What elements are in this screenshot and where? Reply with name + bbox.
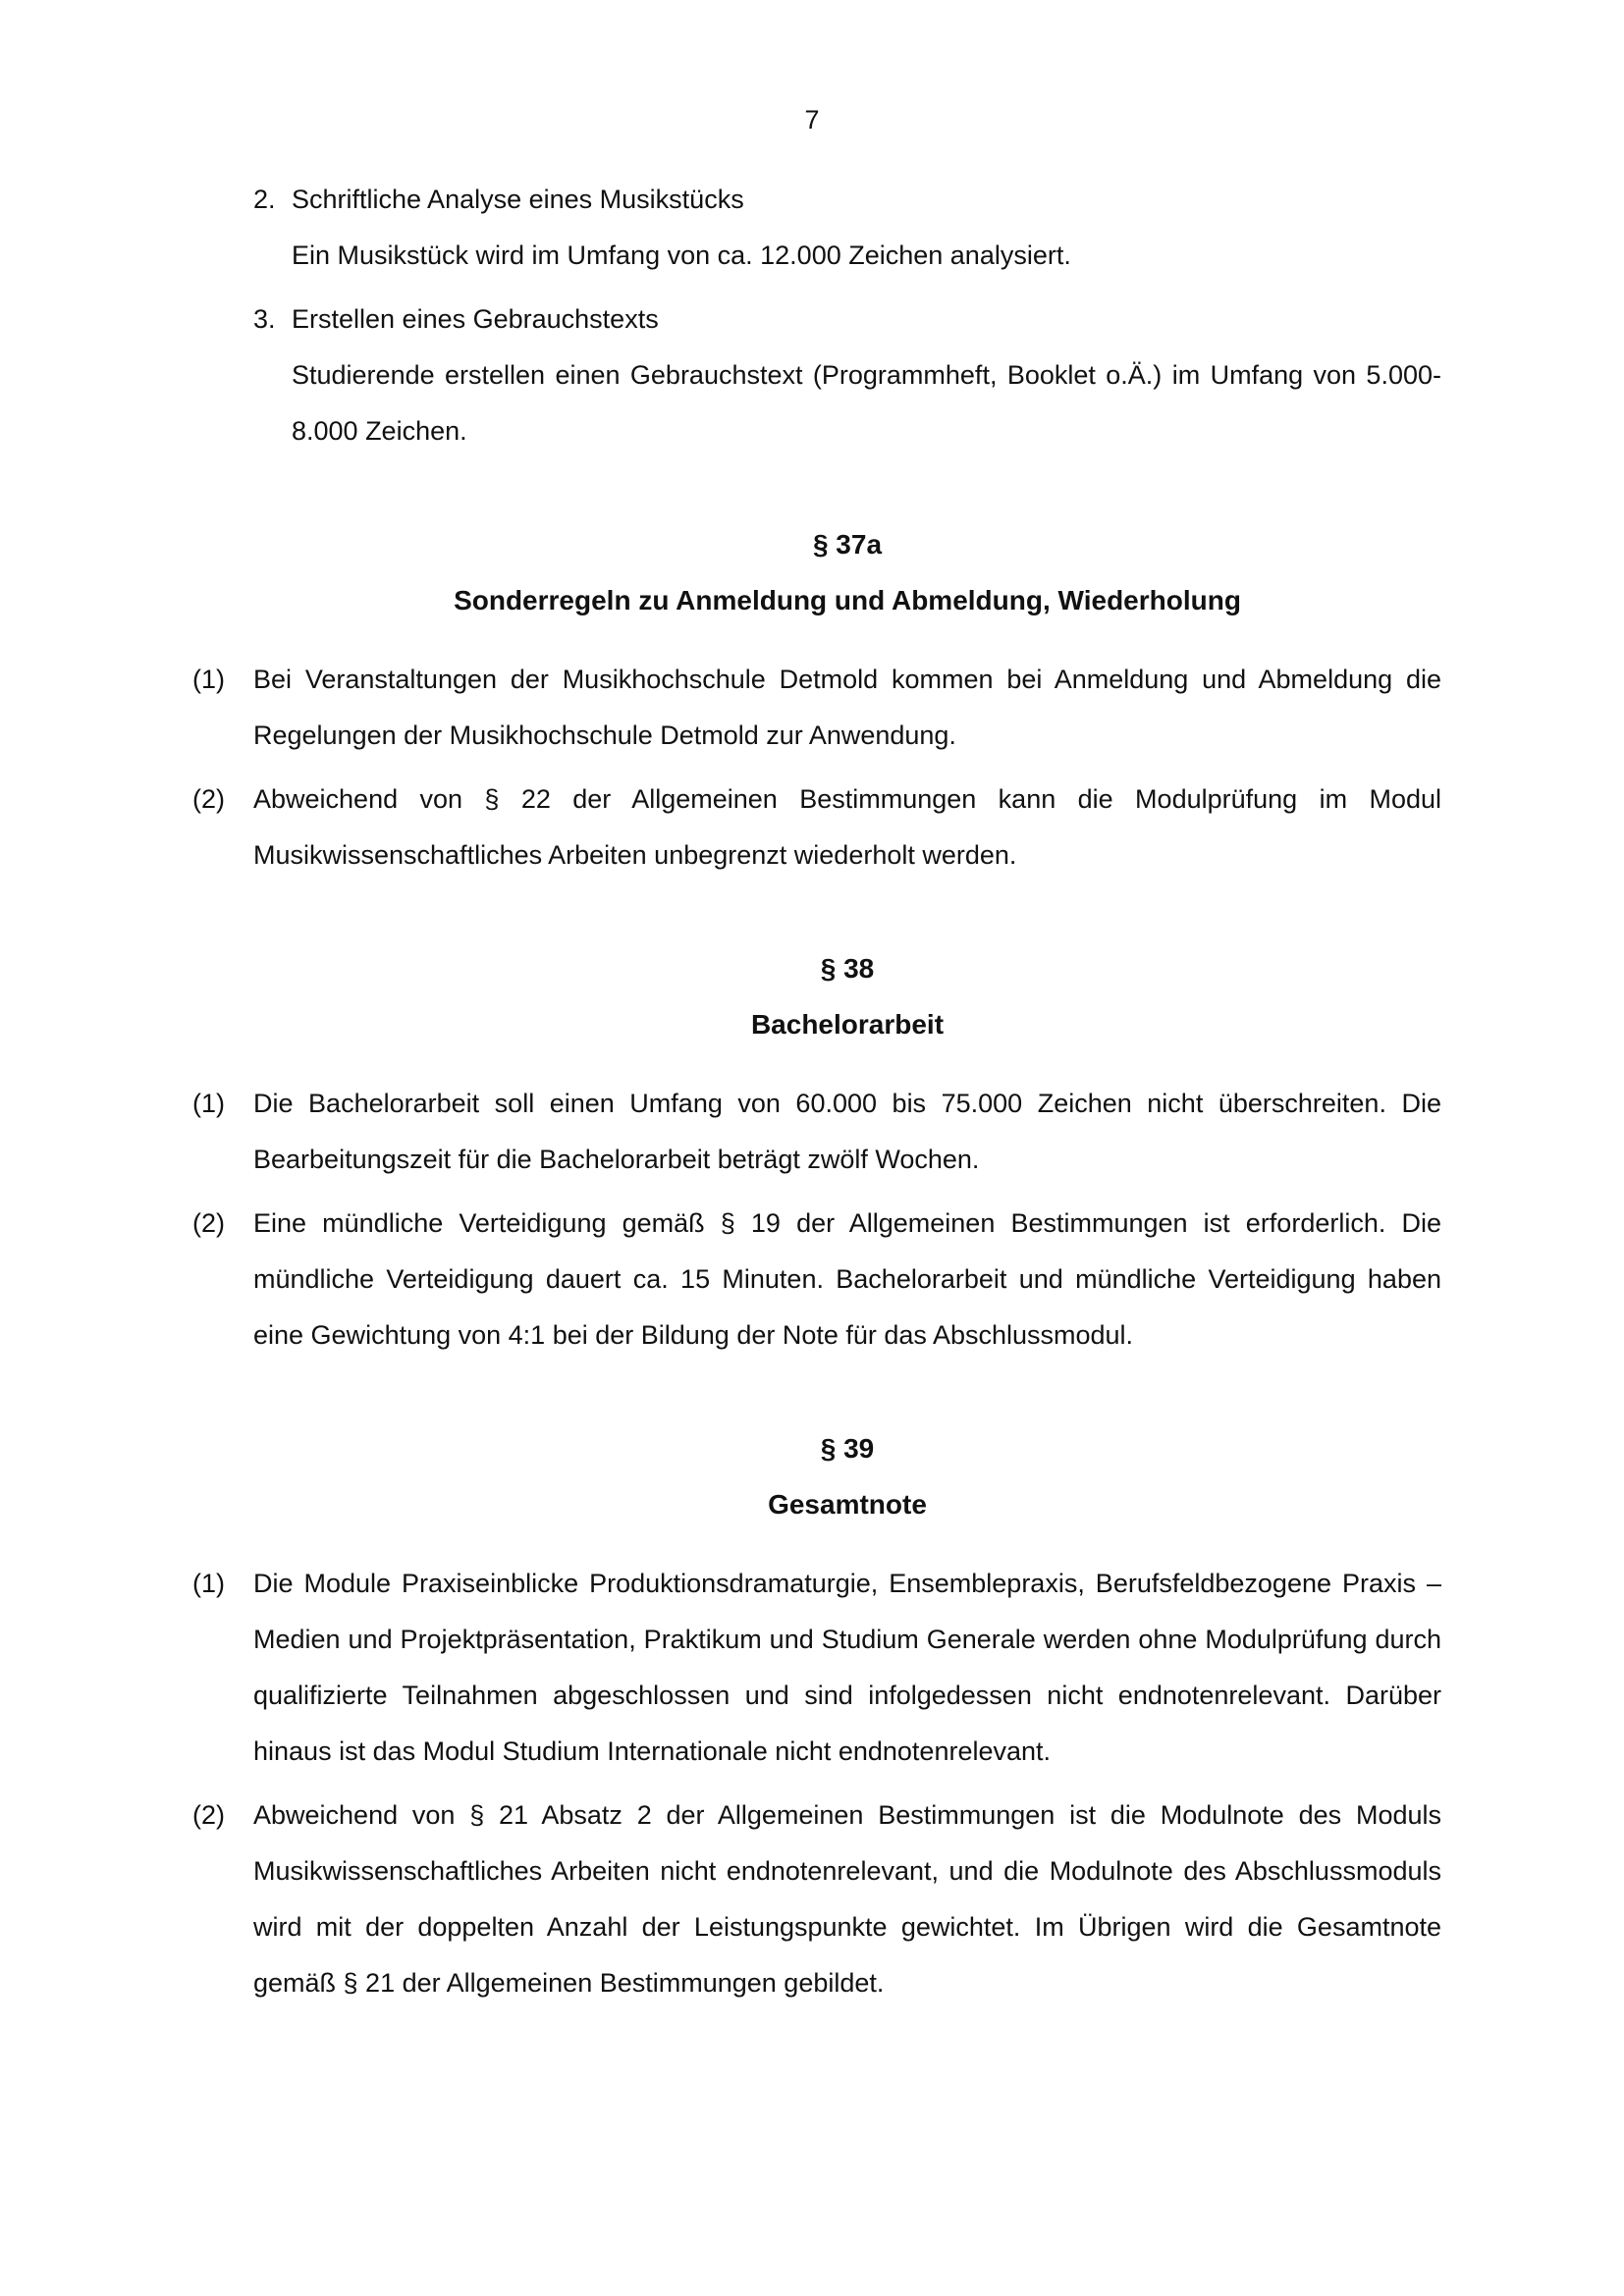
section-paragraph: [192, 1196, 1441, 1363]
list-item-description: Studierende erstellen einen Gebrauchstext (Programmheft, Booklet o.Ä.) im Umfang von 5.000-8.000 Zeichen.: [292, 360, 1441, 446]
paragraph-label: (2): [192, 1800, 225, 1830]
paragraph-text: Die Module Praxiseinblicke Produktionsdramaturgie, Ensemblepraxis, Berufsfeldbezogene Praxis – Medien und Projektpräsentation, Praktikum und Studium Generale werden ohne Modulprüfung durch qualifizierte Teilnahmen abgeschlossen und sind infolgedessen nicht endnotenrelevant. Darüber hinaus ist das Modul Studium Internationale nicht endnotenrelevant.: [253, 1569, 1441, 1766]
paragraph-text: Die Bachelorarbeit soll einen Umfang von 60.000 bis 75.000 Zeichen nicht überschreiten. Die Bearbeitungszeit für die Bachelorarbeit beträgt zwölf Wochen.: [253, 1089, 1441, 1174]
list-item: [253, 292, 1441, 459]
list-item-description: Ein Musikstück wird im Umfang von ca. 12.000 Zeichen analysiert.: [292, 240, 1071, 270]
paragraph-label: (1): [192, 1569, 225, 1598]
section-heading: [253, 1420, 1441, 1532]
section-paragraph: [192, 1788, 1441, 2011]
page-content: [192, 172, 1441, 2019]
page-number: 7: [804, 105, 820, 134]
section-number: § 37a: [812, 529, 883, 560]
list-item-label: 2.: [253, 185, 276, 214]
section-paragraph: [192, 652, 1441, 764]
paragraph-text: Bei Veranstaltungen der Musikhochschule Detmold kommen bei Anmeldung und Abmeldung die Regelungen der Musikhochschule Detmold zur Anwendung.: [253, 665, 1441, 750]
paragraph-text: Abweichend von § 22 der Allgemeinen Bestimmungen kann die Modulprüfung im Modul Musikwissenschaftliches Arbeiten unbegrenzt wiederholt werden.: [253, 784, 1441, 870]
paragraph-text: Eine mündliche Verteidigung gemäß § 19 der Allgemeinen Bestimmungen ist erforderlich. Die mündliche Verteidigung dauert ca. 15 Minuten. Bachelorarbeit und mündliche Verteidigung haben eine Gewichtung von 4:1 bei der Bildung der Note für das Abschlussmodul.: [253, 1208, 1441, 1350]
paragraph-label: (1): [192, 1089, 225, 1118]
section-number: § 38: [820, 953, 875, 984]
list-item-title: Schriftliche Analyse eines Musikstücks: [292, 185, 744, 214]
section-heading: [253, 940, 1441, 1052]
section-title: Bachelorarbeit: [750, 1009, 945, 1040]
section-title: Sonderregeln zu Anmeldung und Abmeldung, Wiederholung: [454, 585, 1241, 615]
list-item: [253, 172, 1441, 284]
paragraph-label: (2): [192, 1208, 225, 1238]
section-paragraph: [192, 1556, 1441, 1780]
list-item-label: 3.: [253, 304, 276, 334]
section-paragraph: [192, 1076, 1441, 1188]
paragraph-text: Abweichend von § 21 Absatz 2 der Allgemeinen Bestimmungen ist die Modulnote des Moduls Musikwissenschaftliches Arbeiten nicht endnotenrelevant, und die Modulnote des Abschlussmoduls wird mit der doppelten Anzahl der Leistungspunkte gewichtet. Im Übrigen wird die Gesamtnote gemäß § 21 der Allgemeinen Bestimmungen gebildet.: [253, 1800, 1441, 1998]
paragraph-label: (2): [192, 784, 225, 814]
section-title: Gesamtnote: [768, 1489, 927, 1520]
paragraph-label: (1): [192, 665, 225, 694]
section-number: § 39: [820, 1433, 875, 1464]
list-item-title: Erstellen eines Gebrauchstexts: [292, 304, 659, 334]
section-heading: [253, 516, 1441, 628]
section-paragraph: [192, 772, 1441, 883]
